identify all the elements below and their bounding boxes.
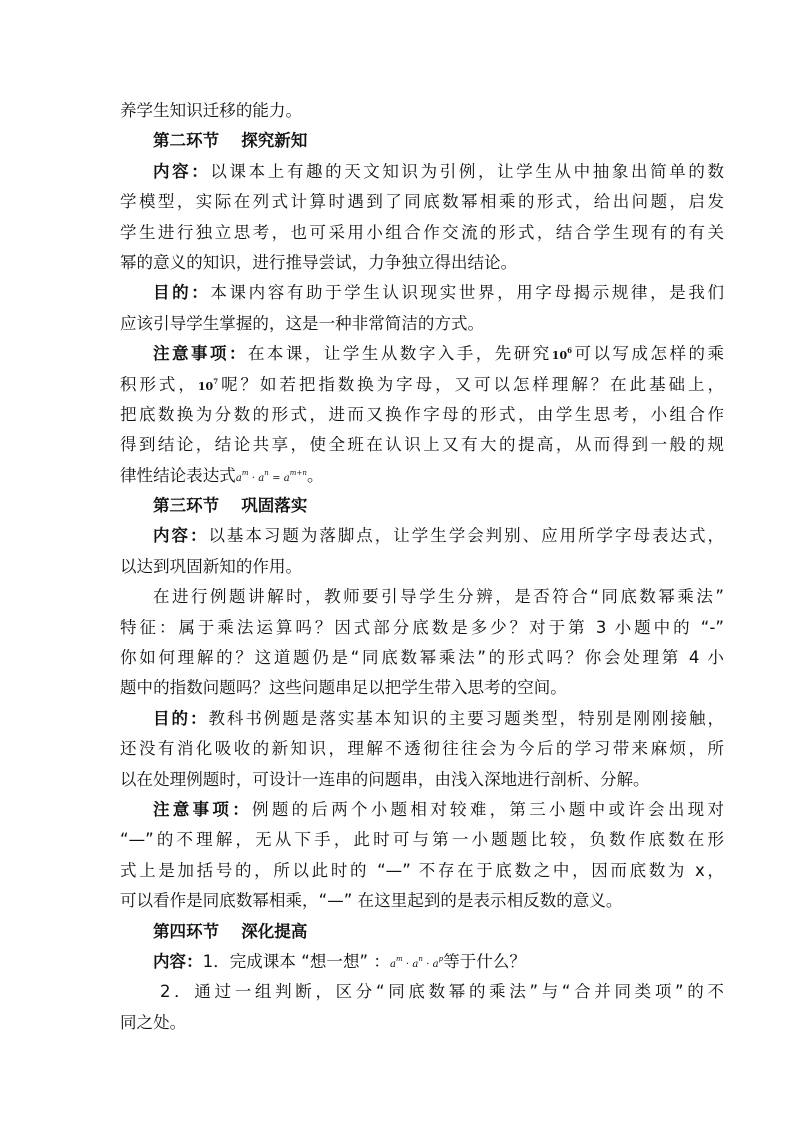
section-subtitle: 巩固落实: [241, 496, 308, 516]
note-label: 注意事项：: [153, 799, 253, 819]
content-label: 内容：: [153, 526, 209, 546]
text-line: 特征：属于乘法运算吗？因式部分底数是多少？对于第 3 小题中的 “-”: [120, 617, 724, 637]
text-line: 可以看作是同底数幂相乘，“—” 在这里起到的是表示相反数的意义。: [120, 891, 623, 911]
note-label: 注意事项：: [153, 344, 248, 364]
power-ten-seven: [197, 376, 219, 393]
goal-paragraph-line: [120, 309, 724, 339]
note-paragraph-line: [120, 461, 724, 491]
example-paragraph-line: [120, 643, 724, 673]
goal-paragraph-line: [120, 734, 724, 764]
note-paragraph-line: [120, 430, 724, 460]
text-line: 式上是加括号的，所以此时的 “—” 不存在于底数之中，因而底数为 x，: [120, 860, 724, 880]
text-line: 学生进行独立思考，也可采用小组合作交流的形式，结合学生现有的有关: [120, 222, 724, 242]
text-line: 以在处理例题时，可设计一连串的问题串，由浅入深地进行剖析、分解。: [120, 769, 650, 789]
power-exponent: 6: [567, 346, 573, 356]
text-line: 你如何理解的？这道题仍是“同底数幂乘法”的形式吗？你会处理第 4 小: [120, 648, 724, 668]
text-line: 在进行例题讲解时，教师要引导学生分辨，是否符合“同底数幂乘法”: [153, 587, 724, 607]
note-paragraph-line: [120, 795, 724, 825]
text-line: 在本课，让学生从数字入手，先研究: [247, 344, 552, 364]
content-paragraph-line: [120, 248, 724, 278]
list-item-line: [120, 977, 724, 1007]
content-label: 内容：: [153, 951, 203, 971]
section-title: 第二环节: [153, 131, 220, 151]
text-line: 积形式，: [120, 374, 198, 394]
goal-paragraph-line: [120, 278, 724, 308]
power-exponent: 7: [213, 376, 219, 386]
goal-label: 目的：: [153, 708, 209, 728]
goal-label: 目的：: [153, 283, 211, 303]
example-paragraph-line: [120, 613, 724, 643]
section-heading-3: [120, 491, 724, 521]
text-line: 例题的后两个小题相对较难，第三小题中或许会出现对: [252, 799, 725, 819]
content-paragraph-line: [120, 552, 724, 582]
text-line: 。: [306, 465, 324, 485]
formula-power-product: $a^m \cdot a^n = a^{m+n}$: [235, 468, 307, 484]
text-line: 以达到巩固新知的作用。: [120, 556, 303, 576]
text-line: 本课内容有助于学生认识现实世界，用字母揭示规律，是我们: [210, 283, 724, 303]
content-paragraph-line: [120, 218, 724, 248]
text-line: “—”的不理解，无从下手，此时可与第一小题题比较，负数作底数在形: [120, 830, 724, 850]
section-subtitle: 探究新知: [241, 131, 308, 151]
section-title: 第三环节: [153, 496, 220, 516]
text-line: 把底数换为分数的形式，进而又换作字母的形式，由学生思考，小组合作: [120, 404, 724, 424]
paragraph-continuation: [120, 96, 724, 126]
text-line: 律性结论表达式: [120, 465, 236, 485]
text-line: 以基本习题为落脚点，让学生学会判别、应用所学字母表达式，: [208, 526, 724, 546]
formula-triple-product: $a^m \cdot a^n \cdot a^p$: [389, 954, 444, 970]
content-paragraph-line: [120, 187, 724, 217]
content-label: 内容：: [153, 161, 211, 181]
text-line: 幂的意义的知识，进行推导尝试，力争独立得出结论。: [120, 252, 518, 272]
text-line: 呢？如若把指数换为字母，又可以怎样理解？在此基础上，: [218, 374, 724, 394]
text-line: 2．通过一组判断，区分“同底数幂的乘法”与“合并同类项”的不: [160, 982, 724, 1002]
section-heading-4: [120, 917, 724, 947]
note-paragraph-line: [120, 825, 724, 855]
goal-paragraph-line: [120, 765, 724, 795]
section-heading-2: [120, 126, 724, 156]
text-line: 同之处。: [120, 1012, 187, 1032]
text-line: 养学生知识迁移的能力。: [120, 101, 303, 120]
text-line: 1．完成课本 “想一想” ：: [202, 951, 390, 971]
list-item-line: [120, 1008, 724, 1038]
content-paragraph-line: [120, 947, 724, 977]
note-paragraph-line: [120, 339, 724, 369]
note-paragraph-line: [120, 370, 724, 400]
text-line: 得到结论，结论共享，使全班在认识上又有大的提高，从而得到一般的规: [120, 435, 724, 455]
power-base: 10: [197, 379, 214, 393]
text-line: 还没有消化吸收的新知识，理解不透彻往往会为今后的学习带来麻烦，所: [120, 739, 724, 759]
text-line: 以课本上有趣的天文知识为引例，让学生从中抽象出简单的数: [210, 161, 724, 181]
note-paragraph-line: [120, 886, 724, 916]
power-ten-six: [551, 346, 573, 363]
text-line: 题中的指数问题吗？这些问题串足以把学生带入思考的空间。: [120, 678, 567, 698]
text-line: 教科书例题是落实基本知识的主要习题类型，特别是刚刚接触，: [208, 708, 724, 728]
text-line: 学模型，实际在列式计算时遇到了同底数幂相乘的形式，给出问题，启发: [120, 192, 724, 212]
text-line: 等于什么？: [443, 951, 526, 971]
text-line: 应该引导学生掌握的，这是一种非常简洁的方式。: [120, 313, 485, 333]
section-subtitle: 深化提高: [241, 921, 308, 941]
goal-paragraph-line: [120, 704, 724, 734]
content-paragraph-line: [120, 521, 724, 551]
power-base: 10: [551, 349, 568, 363]
example-paragraph-line: [120, 673, 724, 703]
document-page: [120, 96, 724, 1038]
section-title: 第四环节: [153, 921, 220, 941]
note-paragraph-line: [120, 856, 724, 886]
content-paragraph-line: [120, 157, 724, 187]
example-paragraph-line: [120, 582, 724, 612]
text-line: 可以写成怎样的乘: [572, 344, 724, 364]
note-paragraph-line: [120, 400, 724, 430]
